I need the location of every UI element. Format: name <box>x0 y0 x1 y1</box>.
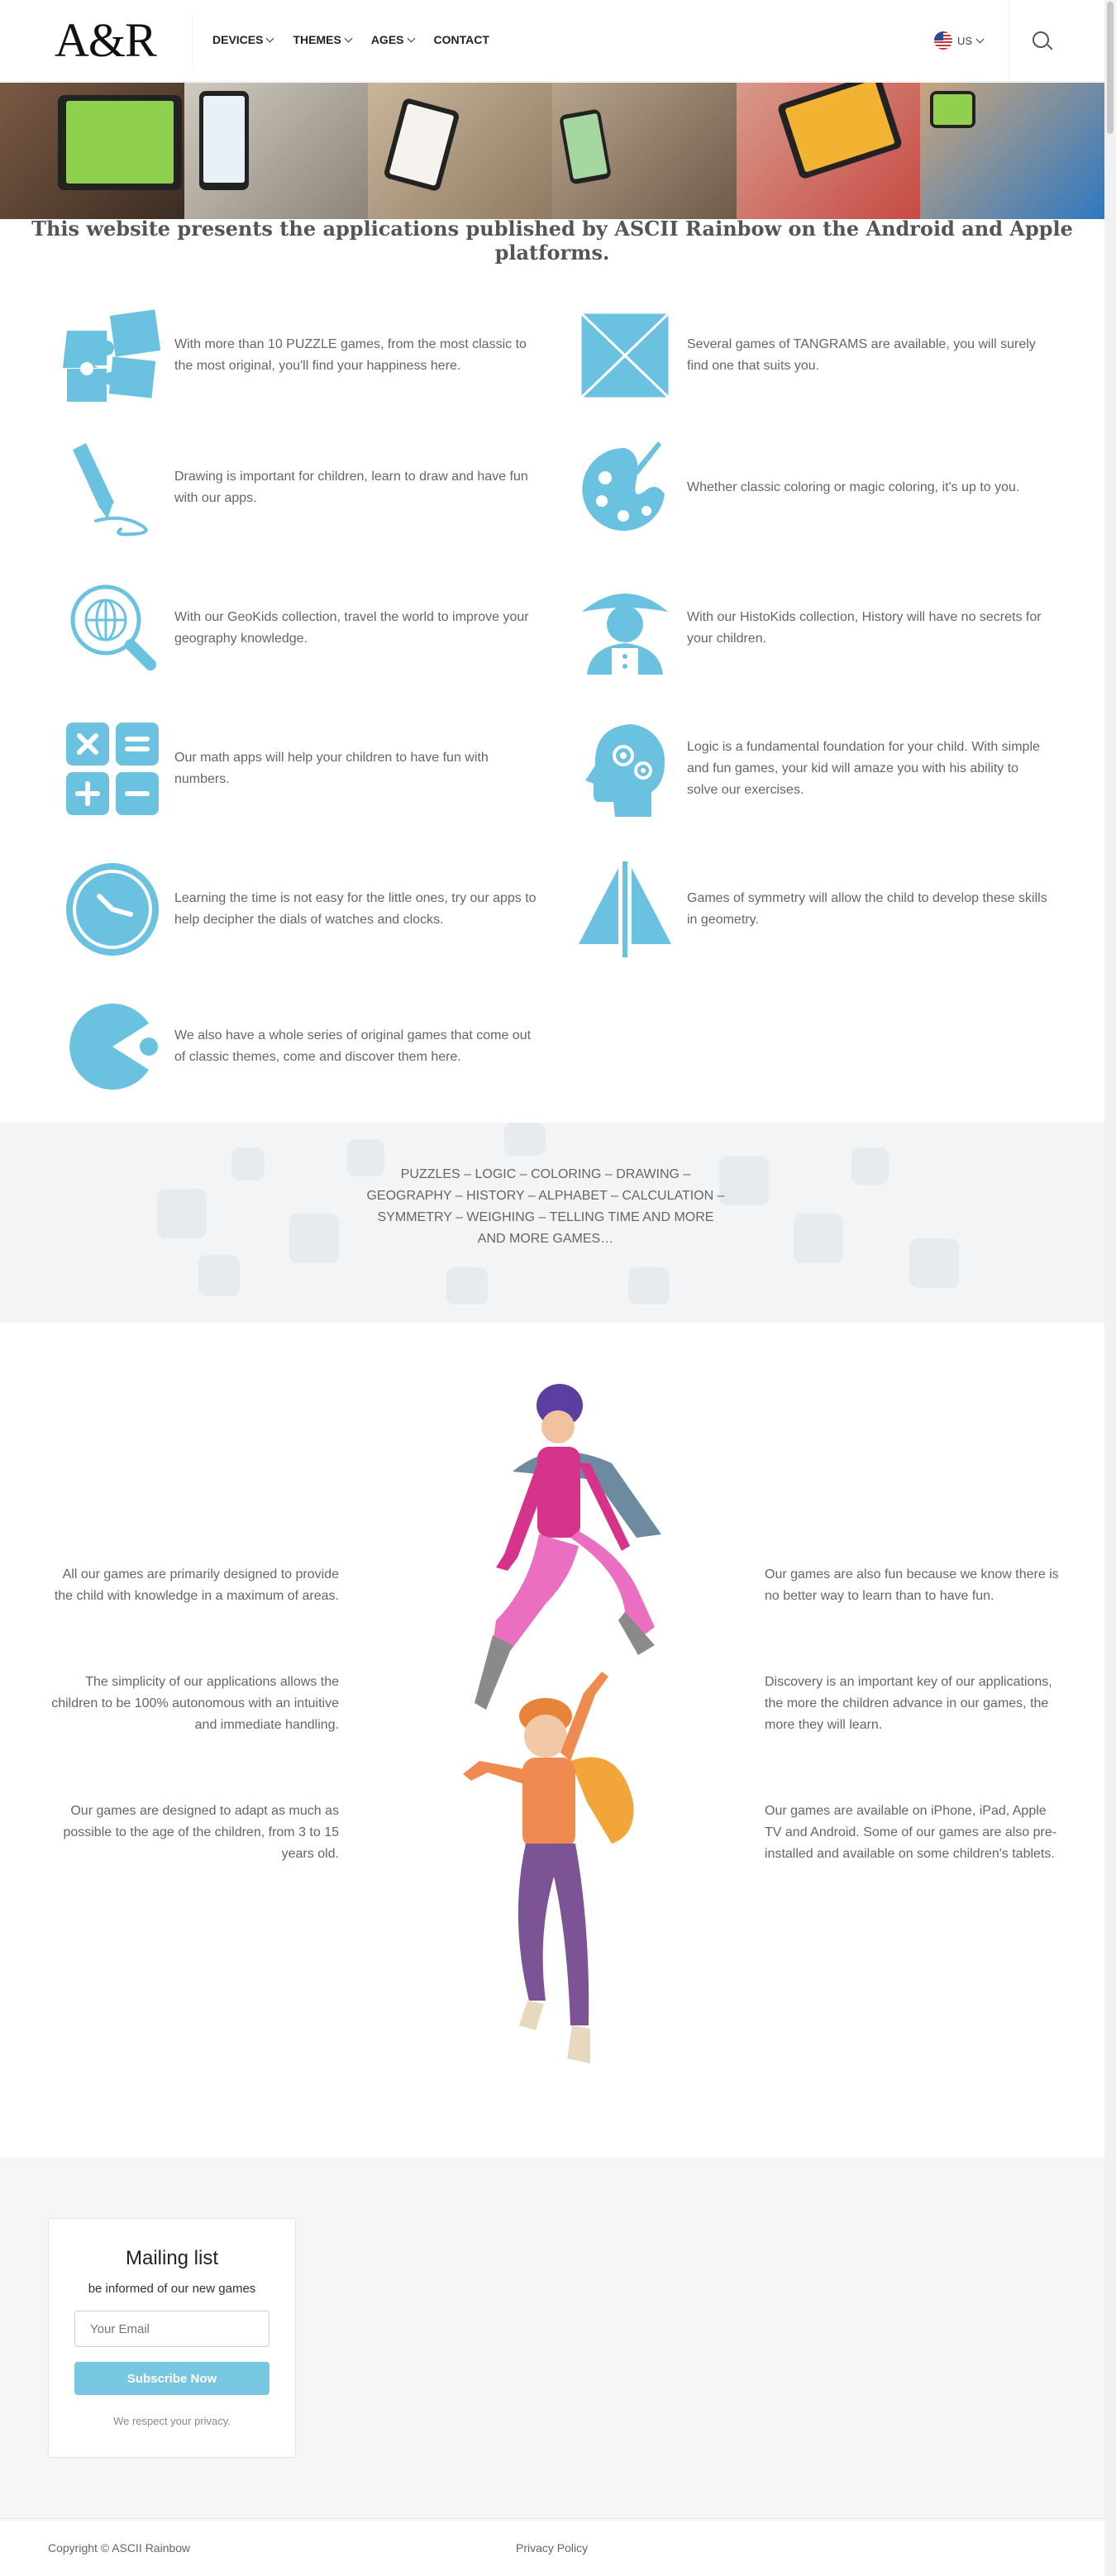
feature-tangram[interactable] <box>575 306 1051 405</box>
nav-contact-label: CONTACT <box>433 33 489 46</box>
search-icon[interactable] <box>1033 31 1049 48</box>
feature-coloring[interactable] <box>575 438 1051 537</box>
nav-devices-label: DEVICES <box>212 33 264 46</box>
feature-original[interactable] <box>63 997 538 1096</box>
napoleon-icon <box>575 579 675 678</box>
mailing-title: Mailing list <box>125 2247 219 2269</box>
feature-text: Drawing is important for children, learn to draw and have fun with our apps. <box>174 470 528 505</box>
page-scrollbar[interactable] <box>1104 0 1116 2576</box>
feature-geography[interactable] <box>63 579 538 678</box>
feature-history[interactable] <box>575 579 1051 678</box>
language-selector[interactable] <box>934 31 983 50</box>
feature-drawing[interactable] <box>63 438 538 537</box>
why-text-right-1: Our games are also fun because we know there is no better way to learn than to have fun. <box>765 1567 1059 1603</box>
mailing-list-card <box>48 2218 296 2458</box>
feature-logic[interactable] <box>575 719 1051 818</box>
feature-text: With our HistoKids collection, History will have no secrets for your children. <box>687 610 1042 646</box>
feature-text: Several games of TANGRAMS are available, you will surely find one that suits you. <box>687 337 1036 373</box>
privacy-note: We respect your privacy. <box>113 2415 231 2427</box>
hero-image <box>368 83 552 219</box>
pencil-icon <box>63 438 162 537</box>
calculator-icon <box>63 719 162 818</box>
why-text-left-1: All our games are primarily designed to provide the child with knowledge in a maximum of areas. <box>54 1567 339 1603</box>
palette-icon <box>575 438 675 537</box>
why-text-right-3: Our games are available on iPhone, iPad, Apple TV and Android. Some of our games are also pre-installed and available on some children's tablets. <box>765 1804 1057 1861</box>
hero-image <box>552 83 737 219</box>
main-nav <box>212 33 509 46</box>
why-text-left-2: The simplicity of our applications allows the children to be 100% autonomous with an intuitive and immediate handling. <box>51 1675 339 1732</box>
hero-image <box>920 83 1104 219</box>
feature-text: We also have a whole series of original games that come out of classic themes, come and discover them here. <box>174 1028 532 1064</box>
brain-icon <box>575 719 675 818</box>
hero-image <box>737 83 921 219</box>
scrollbar-thumb[interactable] <box>1107 2 1114 134</box>
footer-divider <box>0 2518 1104 2519</box>
language-label: US <box>957 34 973 47</box>
nav-contact[interactable] <box>434 33 489 46</box>
site-header <box>0 0 1104 82</box>
chevron-down-icon <box>266 34 274 42</box>
jumping-kids-image <box>413 1372 694 2100</box>
feature-text: Games of symmetry will allow the child to develop these skills in geometry. <box>687 891 1047 927</box>
nav-ages-label: AGES <box>370 33 404 46</box>
chevron-down-icon <box>976 35 985 43</box>
globe-icon <box>63 579 162 678</box>
site-logo[interactable]: A&R <box>55 13 156 67</box>
feature-text: Learning the time is not easy for the little ones, try our apps to help decipher the dials of watches and clocks. <box>174 891 537 927</box>
nav-devices[interactable] <box>212 33 273 46</box>
feature-symmetry[interactable] <box>575 860 1051 959</box>
nav-themes[interactable] <box>293 33 351 46</box>
feature-text: Our math apps will help your children to have fun with numbers. <box>174 751 489 786</box>
site-tagline: This website presents the applications published by ASCII Rainbow on the Android and Apple platforms. <box>31 217 1073 265</box>
hero-image <box>184 83 369 219</box>
hero-image <box>0 83 184 219</box>
header-divider <box>192 13 193 68</box>
chevron-down-icon <box>344 34 352 42</box>
copyright-text: Copyright © ASCII Rainbow <box>48 2541 191 2555</box>
games-list: PUZZLES – LOGIC – COLORING – DRAWING – GEOGRAPHY – HISTORY – ALPHABET – CALCULATION – SYMMETRY – WEIGHING – TELLING TIME AND MORE AND MORE GAMES… <box>366 1167 725 1246</box>
why-text-left-3: Our games are designed to adapt as much as possible to the age of the children, from 3 to 15 years old. <box>63 1804 339 1861</box>
feature-text: Logic is a fundamental foundation for your child. With simple and fun games, your kid will amaze you with his ability to solve our exercises. <box>687 740 1040 797</box>
subscribe-button[interactable]: Subscribe Now <box>74 2362 269 2395</box>
feature-text: With more than 10 PUZZLE games, from the most classic to the most original, you'll find your happiness here. <box>174 337 527 373</box>
us-flag-icon <box>934 31 952 50</box>
feature-puzzle[interactable] <box>63 306 538 405</box>
email-field[interactable] <box>74 2311 269 2347</box>
feature-text: Whether classic coloring or magic coloring, it's up to you. <box>687 480 1020 494</box>
feature-text: With our GeoKids collection, travel the world to improve your geography knowledge. <box>174 610 529 646</box>
games-categories-band <box>0 1123 1104 1323</box>
symmetry-icon <box>575 860 675 959</box>
pacman-icon <box>63 997 162 1096</box>
puzzle-icon <box>63 306 162 405</box>
hero-banner <box>0 83 1104 219</box>
feature-math[interactable] <box>63 719 538 818</box>
nav-themes-label: THEMES <box>293 33 341 46</box>
nav-ages[interactable] <box>371 33 414 46</box>
privacy-policy-link[interactable]: Privacy Policy <box>516 2541 589 2555</box>
clock-icon <box>63 860 162 959</box>
why-text-right-2: Discovery is an important key of our applications, the more the children advance in our games, the more they will learn. <box>765 1675 1052 1732</box>
tangram-icon <box>575 306 675 405</box>
feature-time[interactable] <box>63 860 538 959</box>
chevron-down-icon <box>407 34 415 42</box>
mailing-subtitle: be informed of our new games <box>88 2282 256 2296</box>
